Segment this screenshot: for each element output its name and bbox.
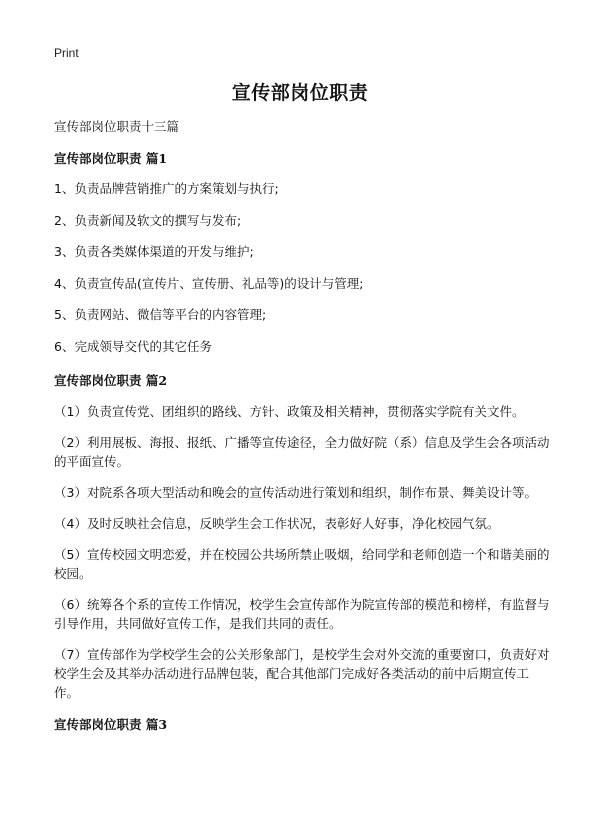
list-item: 3、负责各类媒体渠道的开发与维护; <box>54 244 254 260</box>
list-item: （3）对院系各项大型活动和晚会的宣传活动进行策划和组织，制作布景、舞美设计等。 <box>54 484 537 500</box>
list-item: 2、负责新闻及软文的撰写与发布; <box>54 212 242 228</box>
list-item: （4）及时反映社会信息，反映学生会工作状况，表彰好人好事，净化校园气氛。 <box>54 515 500 531</box>
list-item: 4、负责宣传品(宣传片、宣传册、礼品等)的设计与管理; <box>54 275 364 291</box>
list-item: 6、完成领导交代的其它任务 <box>54 338 212 354</box>
list-item: （1）负责宣传党、团组织的路线、方针、政策及相关精神，贯彻落实学院有关文件。 <box>54 403 525 419</box>
list-item: （7）宣传部作为学校学生会的公关形象部门，是校学生会对外交流的重要窗口，负责好对校学生会及其举办活动进行品牌包装，配合其他部门完成好各类活动的前中后期宣传工作。 <box>54 646 550 700</box>
section-3 <box>54 716 550 734</box>
list-item: 1、负责品牌营销推广的方案策划与执行; <box>54 181 279 196</box>
section-heading: 宣传部岗位职责 篇1 <box>54 151 168 166</box>
section-2 <box>54 372 550 702</box>
section-heading: 宣传部岗位职责 篇3 <box>54 716 168 732</box>
print-label: Print <box>54 46 79 60</box>
document-body <box>54 118 550 746</box>
list-item: （6）统筹各个系的宣传工作情况，校学生会宣传部作为院宣传部的模范和榜样，有监督与引导作用，共同做好宣传工作，是我们共同的责任。 <box>54 596 550 631</box>
document-subtitle: 宣传部岗位职责十三篇 <box>54 119 180 134</box>
list-item: （5）宣传校园文明恋爱，并在校园公共场所禁止吸烟，给同学和老师创造一个和谐美丽的校园。 <box>54 546 550 581</box>
section-1 <box>54 150 550 356</box>
page-title: 宣传部岗位职责 <box>231 82 369 104</box>
list-item: （2）利用展板、海报、报纸、广播等宣传途径，全力做好院（系）信息及学生会各项活动的平面宣传。 <box>54 434 550 469</box>
list-item: 5、负责网站、微信等平台的内容管理; <box>54 307 267 323</box>
section-heading: 宣传部岗位职责 篇2 <box>54 372 168 388</box>
